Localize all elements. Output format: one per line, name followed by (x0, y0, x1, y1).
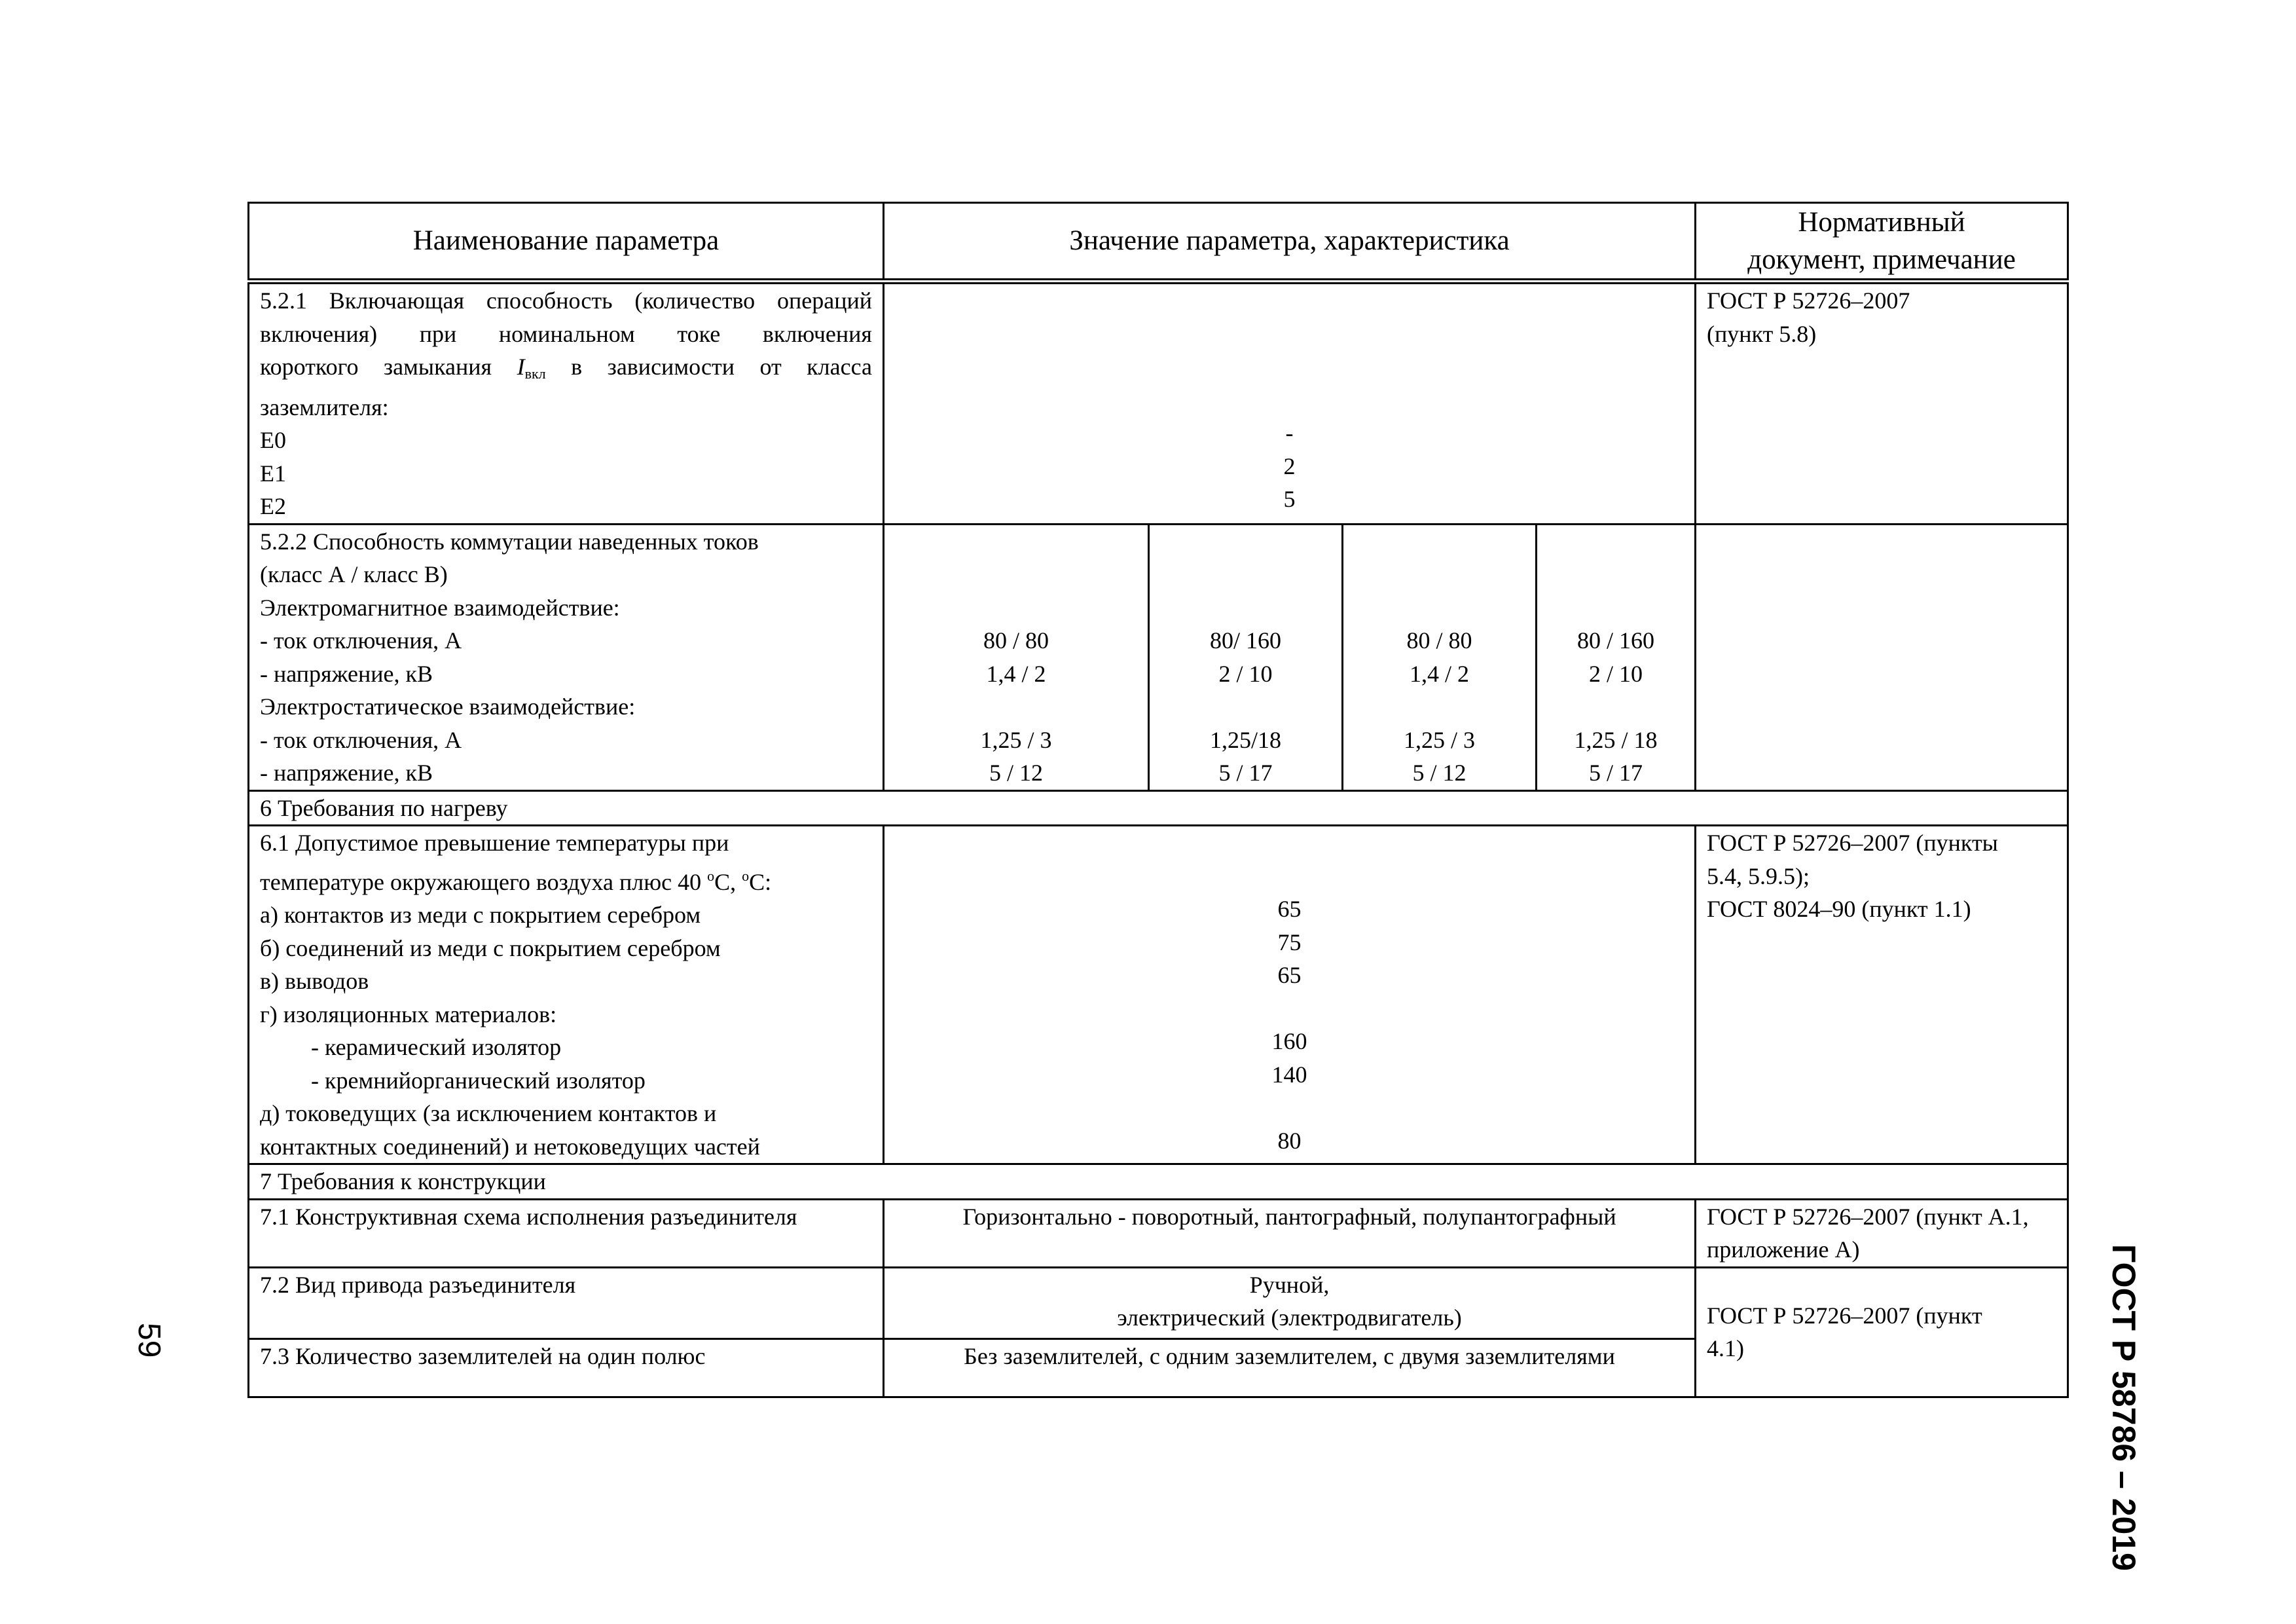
row-522-col-3: 80 / 80 1,4 / 2 1,25 / 3 5 / 12 (1343, 524, 1537, 790)
document-designation: ГОСТ Р 58786 – 2019 (2105, 1244, 2142, 1571)
table-row (249, 1199, 2068, 1267)
row-61-name: 6.1 Допустимое превышение температуры при температуре окружающего воздуха плюс 40 $^о$С, $^о$С: а) контактов из меди с покрытием серебром б) соединений из меди с покрытием серебром в) выводов г) изоляционных материалов: - керамический изолятор - кремнийорганический изолятор д) токоведущих (за исключением контактов и контактных соединений) и нетоковедущих частей (249, 826, 884, 1164)
table-row (249, 282, 2068, 525)
table-row (249, 524, 2068, 790)
row-72-name: 7.2 Вид привода разъединителя (249, 1267, 884, 1338)
row-71-name: 7.1 Конструктивная схема исполнения разъединителя (249, 1199, 884, 1267)
row-61-doc: ГОСТ Р 52726–2007 (пункты 5.4, 5.9.5); ГОСТ 8024–90 (пункт 1.1) (1696, 826, 2068, 1164)
row-71-value: Горизонтально - поворотный, пантографный, полупантографный (884, 1199, 1696, 1267)
row-73-name: 7.3 Количество заземлителей на один полюс (249, 1338, 884, 1397)
row-71-doc: ГОСТ Р 52726–2007 (пункт А.1, приложение А) (1696, 1199, 2068, 1267)
table-header-row (249, 203, 2068, 282)
row-72-73-doc: ГОСТ Р 52726–2007 (пункт 4.1) (1696, 1267, 2068, 1397)
row-522-col-2: 80/ 160 2 / 10 1,25/18 5 / 17 (1149, 524, 1343, 790)
header-parameter-value: Значение параметра, характеристика (884, 203, 1696, 282)
header-parameter-name: Наименование параметра (249, 203, 884, 282)
table-row (249, 826, 2068, 1164)
page-number: 59 (132, 1323, 166, 1358)
section-row-6: 6 Требования по нагреву (249, 790, 2068, 826)
row-522-col-4: 80 / 160 2 / 10 1,25 / 18 5 / 17 (1537, 524, 1696, 790)
header-normative-doc: Нормативный документ, примечание (1696, 203, 2068, 282)
row-72-value: Ручной, электрический (электродвигатель) (884, 1267, 1696, 1338)
table-row (249, 1267, 2068, 1338)
row-522-col-1: 80 / 80 1,4 / 2 1,25 / 3 5 / 12 (884, 524, 1149, 790)
section-row-7: 7 Требования к конструкции (249, 1164, 2068, 1200)
row-521-value: - 2 5 (884, 282, 1696, 525)
row-521-doc: ГОСТ Р 52726–2007 (пункт 5.8) (1696, 282, 2068, 525)
row-522-name: 5.2.2 Способность коммутации наведенных токов (класс А / класс В) Электромагнитное взаимодействие: - ток отключения, А - напряжение, кВ Электростатическое взаимодействие: - ток отключения, А - напряжение, кВ (249, 524, 884, 790)
row-521-name: 5.2.1 Включающая способность (количество операций включения) при номинальном токе включения короткого замыкания $I_{вкл}$ в зависимости от класса заземлителя: Е0 Е1 Е2 (249, 282, 884, 525)
row-73-value: Без заземлителей, с одним заземлителем, с двумя заземлителями (884, 1338, 1696, 1397)
row-522-doc (1696, 524, 2068, 790)
row-61-values: 65 75 65 160 140 80 (884, 826, 1696, 1164)
parameters-table (247, 202, 2069, 1398)
